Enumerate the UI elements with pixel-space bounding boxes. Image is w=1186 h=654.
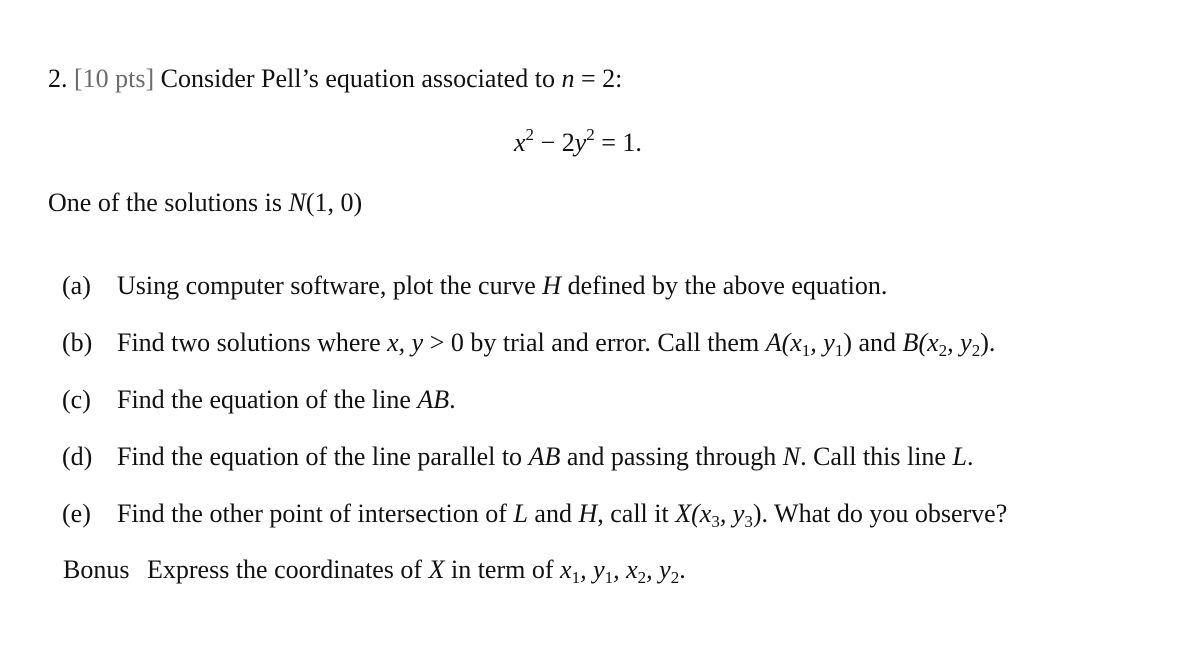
bonus-t2: in term of	[444, 555, 561, 584]
eq-y: y	[574, 128, 587, 157]
bonus-point-x: X	[428, 555, 445, 584]
point-x-y: , y	[719, 499, 745, 528]
point-b-x: (x	[918, 328, 939, 357]
part-d-t4: .	[966, 442, 974, 471]
point-n: N	[782, 442, 801, 471]
part-d-t2: and passing through	[560, 442, 783, 471]
curve-h: H	[542, 271, 562, 300]
solution-coords: (1, 0)	[305, 188, 363, 217]
bonus-y1: , y	[580, 555, 605, 584]
point-b-y-sub: 2	[971, 341, 981, 360]
part-c-text	[117, 385, 456, 415]
point-b-x-sub: 2	[938, 341, 948, 360]
solution-text: One of the solutions is	[48, 188, 282, 217]
problem-heading	[48, 64, 622, 94]
point-a-close: )	[843, 328, 852, 357]
point-x-x: (x	[691, 499, 712, 528]
point-b-y: , y	[947, 328, 972, 357]
point-x: X	[675, 499, 692, 528]
point-a-y-sub: 1	[834, 341, 844, 360]
bonus-x1-sub: 1	[571, 568, 581, 587]
eq-rhs: = 1.	[594, 128, 642, 157]
part-e-and: and	[527, 499, 579, 528]
part-e-t3: ). What do you observe?	[752, 499, 1008, 528]
part-d-label: (d)	[62, 442, 93, 471]
part-b-xy: x, y	[387, 328, 424, 357]
eq-x-exponent: 2	[525, 125, 535, 144]
bonus-y2-sub: 2	[670, 568, 680, 587]
eq-x: x	[514, 128, 526, 157]
part-c-label: (c)	[62, 385, 91, 414]
part-e-t2: , call it	[597, 499, 676, 528]
part-e-label: (e)	[62, 499, 91, 528]
part-c-t2: .	[449, 385, 456, 414]
line-ab: AB	[417, 385, 450, 414]
point-a-x: (x	[781, 328, 802, 357]
part-e-text	[117, 499, 1007, 529]
part-a-t2: defined by the above equation.	[561, 271, 888, 300]
point-b-close: ).	[980, 328, 996, 357]
line-ab-ref: AB	[528, 442, 561, 471]
problem-points: [10 pts]	[74, 64, 155, 93]
bonus-end: .	[679, 555, 686, 584]
eq-y-exponent: 2	[586, 125, 595, 144]
part-b-and: and	[852, 328, 903, 357]
point-x-y-sub: 3	[744, 512, 753, 531]
known-solution	[48, 188, 362, 218]
part-b-label: (b)	[62, 328, 93, 357]
part-b-gt: > 0	[423, 328, 464, 357]
n-variable: n	[561, 64, 575, 93]
line-l-ref: L	[513, 499, 528, 528]
bonus-x2: , x	[613, 555, 638, 584]
problem-number: 2.	[48, 64, 68, 93]
bonus-x2-sub: 2	[637, 568, 647, 587]
part-a-text	[117, 271, 887, 301]
part-a-t1: Using computer software, plot the curve	[117, 271, 543, 300]
point-a-y: , y	[810, 328, 835, 357]
point-a-x-sub: 1	[801, 341, 811, 360]
line-l: L	[952, 442, 967, 471]
part-d-text	[117, 442, 973, 472]
bonus-text	[147, 555, 686, 585]
n-value: = 2:	[574, 64, 623, 93]
point-a: A	[765, 328, 782, 357]
part-a-label: (a)	[62, 271, 91, 300]
part-b-text	[117, 328, 995, 358]
bonus-x1: x	[560, 555, 572, 584]
eq-minus-two: − 2	[534, 128, 575, 157]
bonus-label: Bonus	[63, 555, 130, 584]
part-d-t3: . Call this line	[800, 442, 953, 471]
bonus-t1: Express the coordinates of	[147, 555, 429, 584]
pell-equation	[514, 125, 642, 158]
part-c-t1: Find the equation of the line	[117, 385, 418, 414]
solution-point-name: N	[288, 188, 306, 217]
point-b: B	[902, 328, 919, 357]
part-b-t2: by trial and error. Call them	[463, 328, 766, 357]
part-b-t1: Find two solutions where	[117, 328, 388, 357]
problem-intro: Consider Pell’s equation associated to	[160, 64, 555, 93]
part-d-t1: Find the equation of the line parallel to	[117, 442, 529, 471]
part-e-t1: Find the other point of intersection of	[117, 499, 514, 528]
point-x-x-sub: 3	[711, 512, 720, 531]
curve-h-ref: H	[578, 499, 598, 528]
bonus-y1-sub: 1	[604, 568, 614, 587]
bonus-y2: , y	[646, 555, 671, 584]
